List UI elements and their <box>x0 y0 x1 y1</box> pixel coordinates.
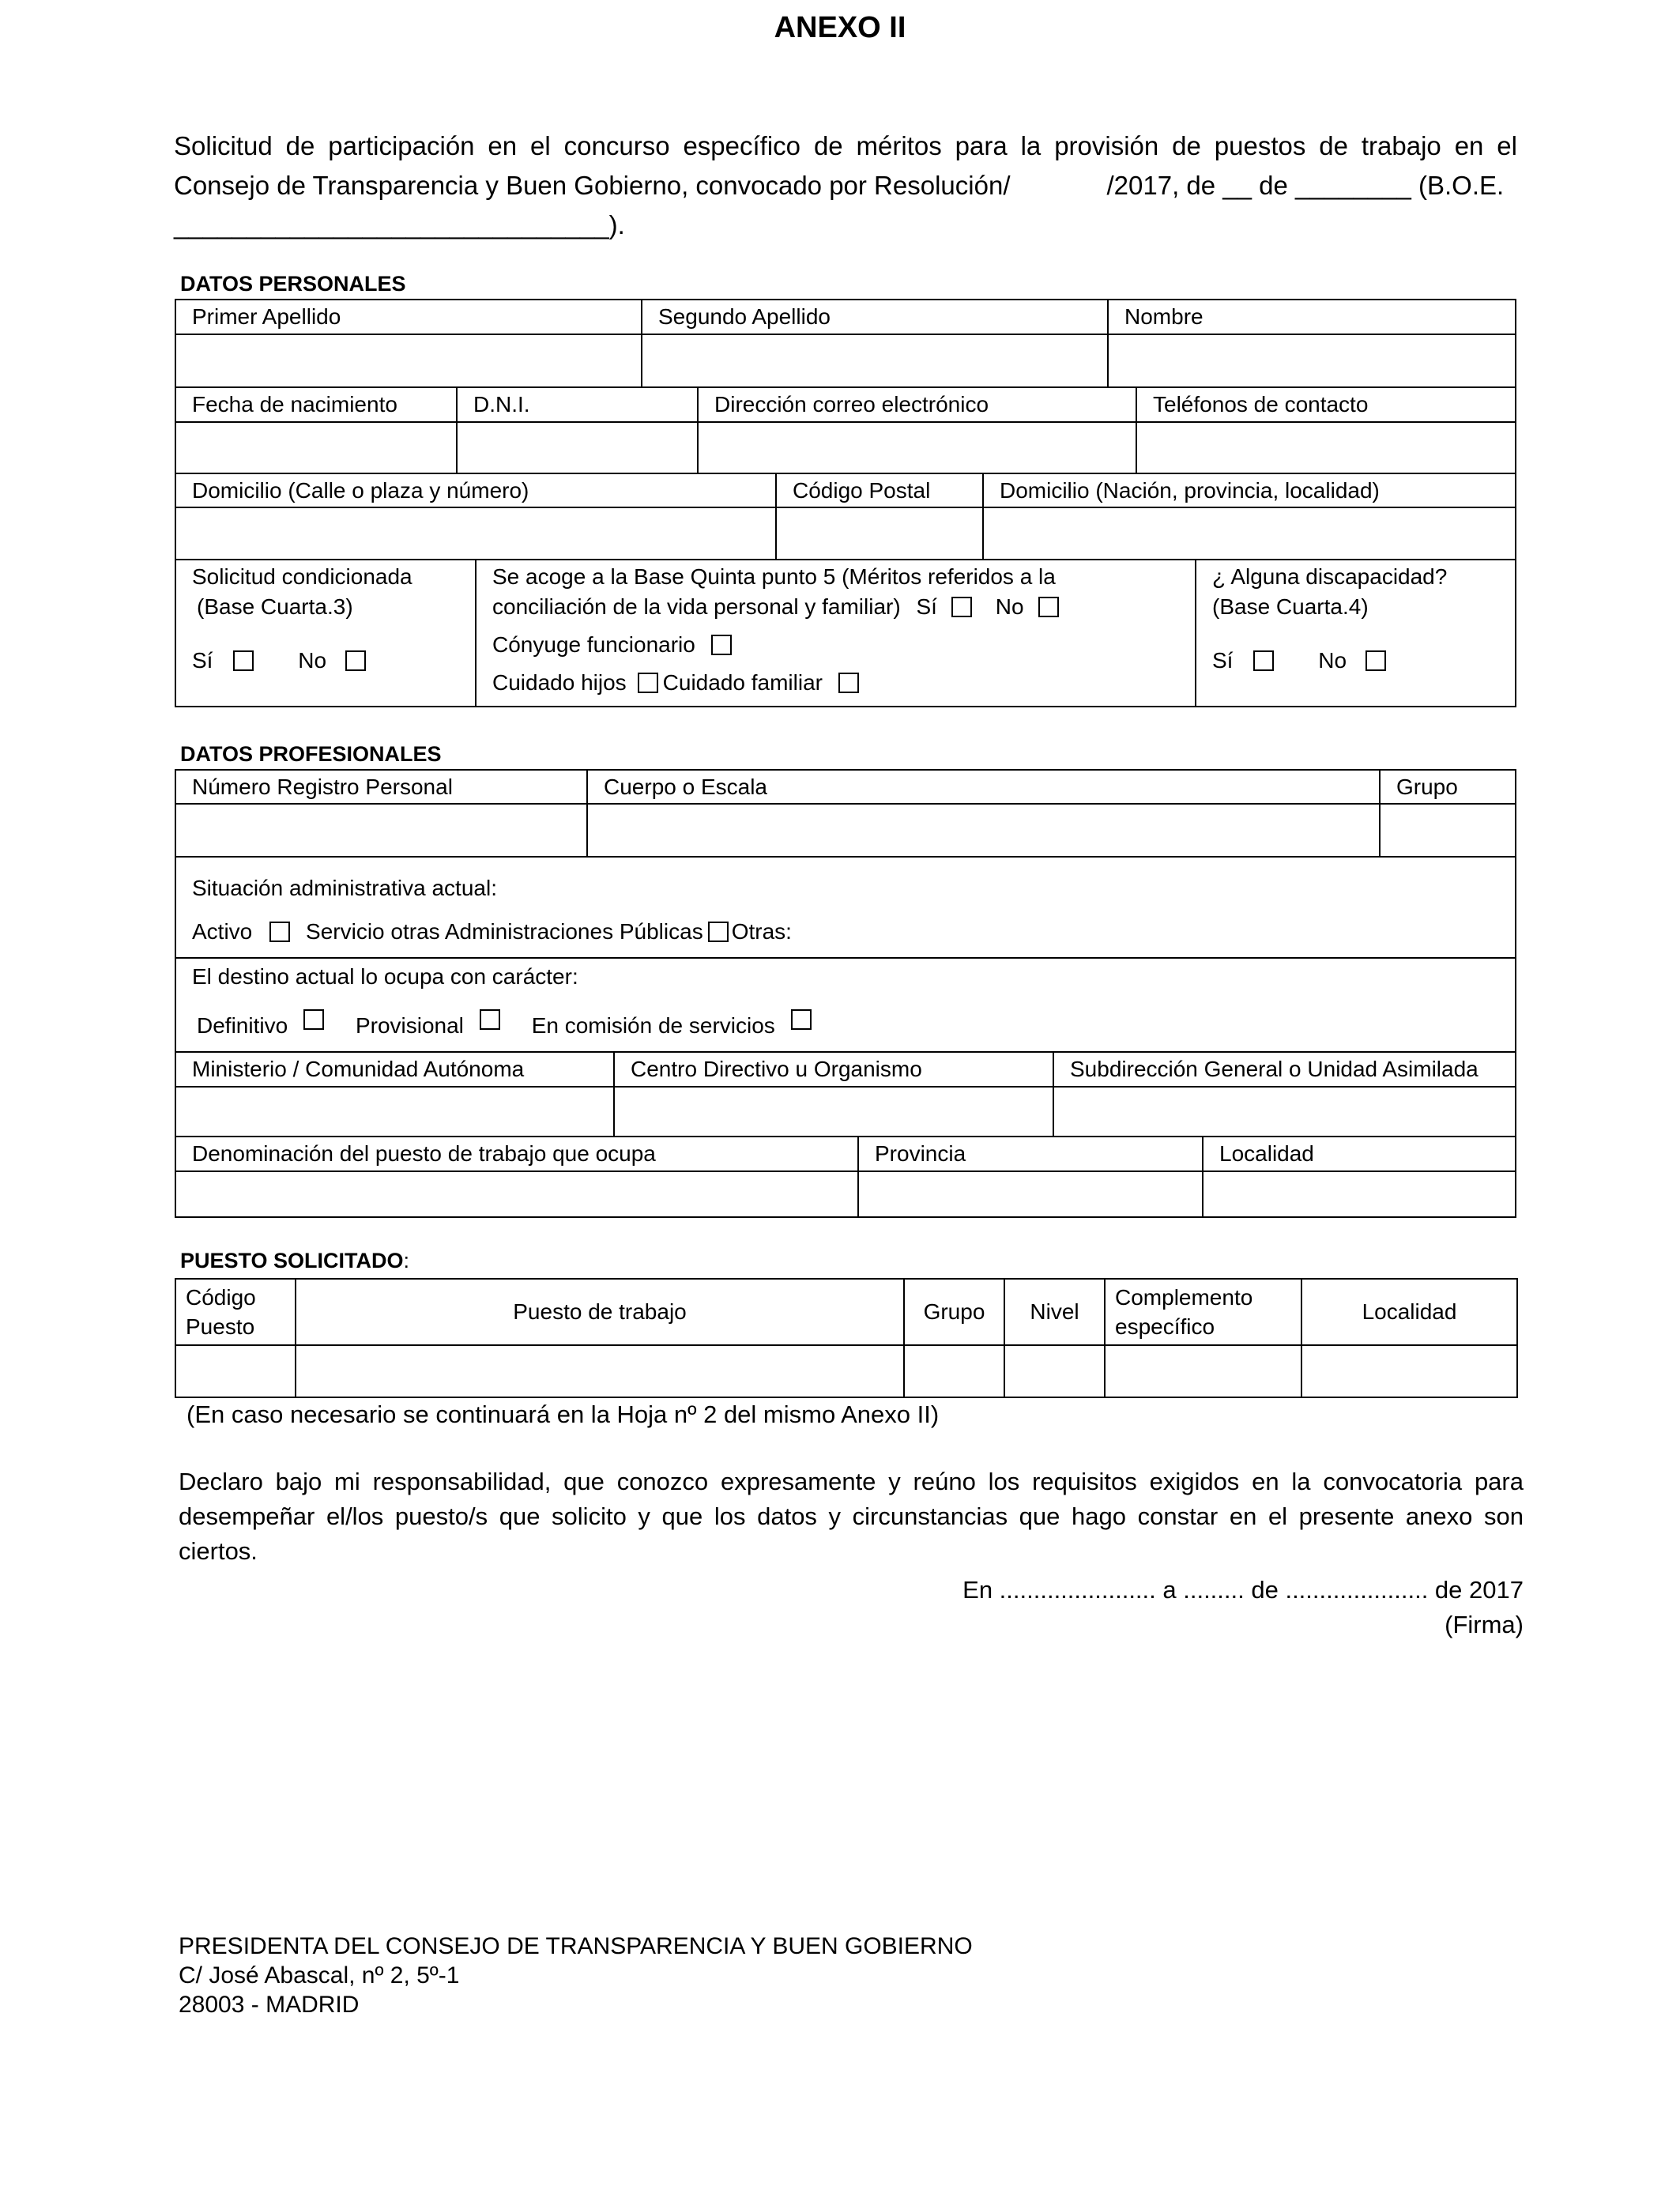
complemento-field[interactable] <box>1105 1345 1301 1397</box>
professional-data-table-row4 <box>175 1136 1516 1218</box>
puesto-solicitado-table <box>175 1278 1518 1398</box>
discapacidad-si-checkbox[interactable] <box>1253 650 1274 671</box>
col-localidad: Localidad <box>1301 1279 1517 1345</box>
label-situacion: Situación administrativa actual: <box>192 876 497 900</box>
col-grupo: Grupo <box>904 1279 1004 1345</box>
label-servicio-otras: Servicio otras Administraciones Públicas <box>306 919 703 944</box>
label-activo: Activo <box>192 919 253 944</box>
intro-line-2 <box>174 166 1517 205</box>
label-destino: El destino actual lo ocupa con carácter: <box>192 964 578 989</box>
discapacidad-cell <box>1196 560 1516 707</box>
continuation-note: (En caso necesario se continuará en la Hoja nº 2 del mismo Anexo II) <box>186 1400 940 1428</box>
centro-field[interactable] <box>614 1087 1053 1137</box>
label-especifico: específico <box>1115 1314 1215 1339</box>
solicitud-condicionada-options <box>192 646 475 676</box>
puesto-solicitado-heading <box>180 1249 409 1273</box>
label-ministerio: Ministerio / Comunidad Autónoma <box>175 1052 614 1087</box>
codigo-postal-field[interactable] <box>776 507 983 560</box>
label-nombre: Nombre <box>1108 300 1516 334</box>
col-complemento <box>1105 1279 1301 1345</box>
telefonos-field[interactable] <box>1136 422 1516 473</box>
intro-line-3: ______________________________). <box>174 210 625 239</box>
col-nivel: Nivel <box>1004 1279 1105 1345</box>
label-otras: Otras: <box>731 919 792 944</box>
discapacidad-options <box>1212 646 1515 676</box>
col-codigo-puesto <box>175 1279 296 1345</box>
label-telefonos: Teléfonos de contacto <box>1136 387 1516 422</box>
puesto-trabajo-field[interactable] <box>296 1345 904 1397</box>
domicilio-nacion-field[interactable] <box>983 507 1516 560</box>
label-grupo: Grupo <box>1380 770 1516 804</box>
signature-block <box>962 1573 1524 1642</box>
provisional-checkbox[interactable] <box>480 1009 500 1030</box>
label-no: No <box>995 594 1024 619</box>
label-correo: Dirección correo electrónico <box>698 387 1136 422</box>
label-comision: En comisión de servicios <box>531 1013 775 1038</box>
definitivo-checkbox[interactable] <box>303 1009 324 1030</box>
intro-line-1: Solicitud de participación en el concurso específico de méritos para la provisión de puestos de trabajo en el <box>174 131 1517 160</box>
label-segundo-apellido: Segundo Apellido <box>642 300 1108 334</box>
label-nrp: Número Registro Personal <box>175 770 587 804</box>
primer-apellido-field[interactable] <box>175 334 642 387</box>
place-date-line: En ....................... a ......... de ..................... de 2017 <box>962 1576 1524 1604</box>
personal-data-table-row2 <box>175 386 1516 474</box>
label-si: Sí <box>1212 648 1234 673</box>
comision-checkbox[interactable] <box>791 1009 812 1030</box>
ministerio-field[interactable] <box>175 1087 614 1137</box>
puesto-heading-colon: : <box>403 1249 410 1272</box>
footer-address <box>179 1932 973 2019</box>
label-provincia: Provincia <box>858 1137 1203 1171</box>
cuerpo-field[interactable] <box>587 804 1380 857</box>
label-localidad: Localidad <box>1203 1137 1516 1171</box>
label-centro: Centro Directivo u Organismo <box>614 1052 1053 1087</box>
cuidado-options <box>492 668 1195 698</box>
codigo-puesto-field[interactable] <box>175 1345 296 1397</box>
nrp-field[interactable] <box>175 804 587 857</box>
base-quinta-si-checkbox[interactable] <box>951 597 972 617</box>
label-base-quinta: Se acoge a la Base Quinta punto 5 (Méritos referidos a la <box>492 564 1056 589</box>
footer-line-2: C/ José Abascal, nº 2, 5º-1 <box>179 1962 460 1989</box>
personal-data-table-row1 <box>175 299 1516 388</box>
base-quinta-cell <box>476 560 1196 707</box>
label-domicilio-nacion: Domicilio (Nación, provincia, localidad) <box>983 473 1516 507</box>
label-conyuge: Cónyuge funcionario <box>492 632 695 657</box>
segundo-apellido-field[interactable] <box>642 334 1108 387</box>
label-dni: D.N.I. <box>457 387 698 422</box>
conyuge-option <box>492 630 1195 660</box>
discapacidad-no-checkbox[interactable] <box>1365 650 1386 671</box>
label-subdireccion: Subdirección General o Unidad Asimilada <box>1053 1052 1516 1087</box>
solicitud-condicionada-cell <box>175 560 476 707</box>
nivel-field[interactable] <box>1004 1345 1105 1397</box>
destino-options <box>192 1009 1515 1041</box>
document-title: ANEXO II <box>774 11 906 44</box>
intro-line-2a: Consejo de Transparencia y Buen Gobierno, convocado por Resolución/ <box>174 171 1011 200</box>
professional-data-table-row3 <box>175 1051 1516 1137</box>
localidad-solicitada-field[interactable] <box>1301 1345 1517 1397</box>
label-no: No <box>1318 648 1347 673</box>
subdireccion-field[interactable] <box>1053 1087 1516 1137</box>
label-codigo-postal: Código Postal <box>776 473 983 507</box>
nombre-field[interactable] <box>1108 334 1516 387</box>
grupo-field[interactable] <box>1380 804 1516 857</box>
servicio-otras-checkbox[interactable] <box>708 922 729 942</box>
personal-data-table-row3 <box>175 473 1516 560</box>
cuidado-hijos-checkbox[interactable] <box>638 673 658 693</box>
label-base-cuarta-3: (Base Cuarta.3) <box>197 594 353 619</box>
dni-field[interactable] <box>457 422 698 473</box>
fecha-nacimiento-field[interactable] <box>175 422 457 473</box>
provincia-field[interactable] <box>858 1171 1203 1217</box>
label-no: No <box>298 648 327 673</box>
correo-field[interactable] <box>698 422 1136 473</box>
label-cuidado-familiar: Cuidado familiar <box>662 670 823 695</box>
personal-data-table-row4 <box>175 559 1516 707</box>
situacion-cell <box>175 857 1516 958</box>
declaration-paragraph: Declaro bajo mi responsabilidad, que conozco expresamente y reúno los requisitos exigidos en la convocatoria para desempeñar el/los puesto/s que solicito y que los datos y circunstancias que hago constar en el presente anexo son ciertos. <box>179 1468 1524 1565</box>
cuidado-familiar-checkbox[interactable] <box>838 673 859 693</box>
domicilio-field[interactable] <box>175 507 776 560</box>
intro-line-2b: /2017, de __ de ________ (B.O.E. <box>1106 171 1505 200</box>
label-complemento: Complemento <box>1115 1285 1253 1310</box>
situacion-options <box>192 917 1515 947</box>
base-quinta-no-checkbox[interactable] <box>1038 597 1059 617</box>
footer-line-3: 28003 - MADRID <box>179 1992 360 2018</box>
label-domicilio: Domicilio (Calle o plaza y número) <box>175 473 776 507</box>
solicitud-si-checkbox[interactable] <box>233 650 254 671</box>
label-puesto: Puesto <box>186 1314 255 1339</box>
footer-line-1: PRESIDENTA DEL CONSEJO DE TRANSPARENCIA Y BUEN GOBIERNO <box>179 1933 973 1959</box>
denominacion-field[interactable] <box>175 1171 858 1217</box>
label-denominacion: Denominación del puesto de trabajo que ocupa <box>175 1137 858 1171</box>
intro-paragraph <box>174 126 1517 245</box>
label-codigo: Código <box>186 1285 256 1310</box>
professional-data-heading: DATOS PROFESIONALES <box>180 742 442 766</box>
label-primer-apellido: Primer Apellido <box>175 300 642 334</box>
solicitud-no-checkbox[interactable] <box>345 650 366 671</box>
personal-data-heading: DATOS PERSONALES <box>180 272 406 296</box>
label-si: Sí <box>916 594 937 619</box>
activo-checkbox[interactable] <box>269 922 290 942</box>
label-definitivo: Definitivo <box>197 1013 288 1038</box>
destino-cell <box>175 958 1516 1052</box>
label-discapacidad: ¿ Alguna discapacidad? <box>1212 564 1448 589</box>
base-quinta-options <box>492 592 1195 622</box>
conyuge-checkbox[interactable] <box>711 635 732 655</box>
grupo-solicitado-field[interactable] <box>904 1345 1004 1397</box>
label-provisional: Provisional <box>355 1013 464 1038</box>
label-cuidado-hijos: Cuidado hijos <box>492 670 627 695</box>
label-fecha-nacimiento: Fecha de nacimiento <box>175 387 457 422</box>
label-solicitud-condicionada: Solicitud condicionada <box>192 564 412 589</box>
label-base-cuarta-4: (Base Cuarta.4) <box>1212 594 1369 619</box>
localidad-field[interactable] <box>1203 1171 1516 1217</box>
label-si: Sí <box>192 648 213 673</box>
puesto-heading-text: PUESTO SOLICITADO <box>180 1249 404 1272</box>
col-puesto-trabajo: Puesto de trabajo <box>296 1279 904 1345</box>
label-cuerpo: Cuerpo o Escala <box>587 770 1380 804</box>
label-conciliacion: conciliación de la vida personal y familiar) <box>492 594 901 619</box>
professional-data-table-row2 <box>175 856 1516 1053</box>
professional-data-table-row1 <box>175 769 1516 858</box>
firma-label: (Firma) <box>1445 1611 1524 1638</box>
